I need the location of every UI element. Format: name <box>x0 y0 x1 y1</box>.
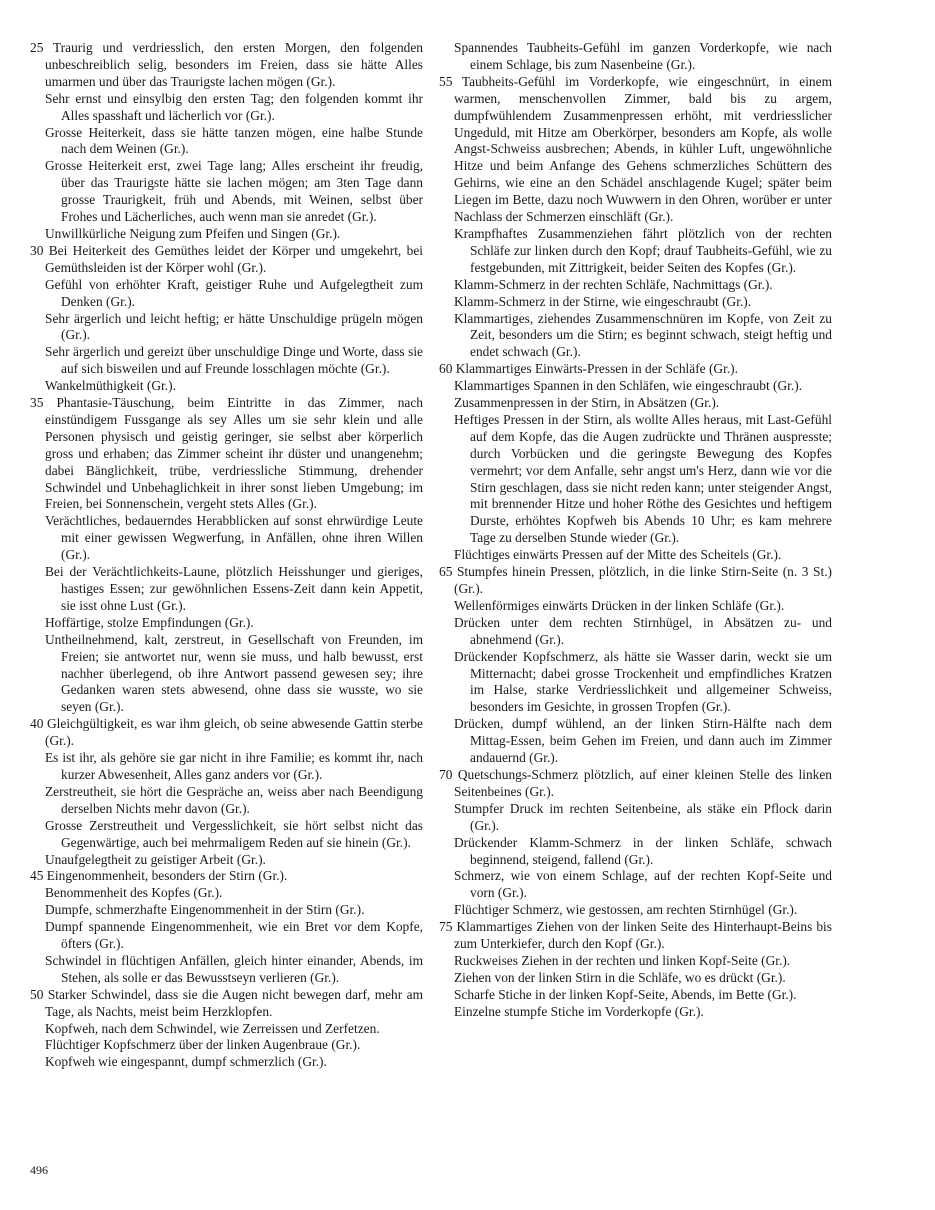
symptom-entry: Kopfweh, nach dem Schwindel, wie Zerreissen und Zerfetzen. <box>45 1020 380 1036</box>
symptom-entry: Grosse Heiterkeit, dass sie hätte tanzen mögen, eine halbe Stunde nach dem Weinen (Gr.). <box>45 124 423 157</box>
symptom-entry: Stumpfer Druck im rechten Seitenbeine, als stäke ein Pflock darin (Gr.). <box>454 800 832 833</box>
symptom-entry: Bei der Verächtlichkeits-Laune, plötzlich Heisshunger und gieriges, hastiges Essen; zur gewöhnlichen Essens-Zeit dann kein Appetit, sie isst ohne Lust (Gr.). <box>45 564 423 613</box>
symptom-entry: 65 Stumpfes hinein Pressen, plötzlich, in die linke Stirn-Seite (n. 3 St.) (Gr.). <box>439 564 832 596</box>
symptom-entry: Es ist ihr, als gehöre sie gar nicht in ihre Familie; es kommt ihr, nach kurzer Abwesenheit, Alles ganz anders vor (Gr.). <box>45 750 423 782</box>
symptom-entry: Flüchtiger Kopfschmerz über der linken Augenbraue (Gr.). <box>45 1037 361 1053</box>
symptom-entry: Drücken unter dem rechten Stirnhügel, in Absätzen zu- und abnehmend (Gr.). <box>454 614 832 647</box>
symptom-entry: Ruckweises Ziehen in der rechten und linken Kopf-Seite (Gr.). <box>454 952 791 968</box>
symptom-entry: Grosse Zerstreutheit und Vergesslichkeit, sie hört selbst nicht das Gegenwärtige, auch bei mehrmaligem Reden auf sie hinein (Gr.). <box>45 817 423 850</box>
symptom-entry: Drückender Kopfschmerz, als hätte sie Wasser darin, weckt sie um Mitternacht; dabei grosse Trockenheit und empfindliches Kratzen im Halse, starke Verdriesslichkeit und allgemeiner Schweiss, besonders im Gesichte, in grossen Tropfen (Gr.). <box>454 648 832 715</box>
symptom-entry: Benommenheit des Kopfes (Gr.). <box>45 885 223 901</box>
symptom-entry: Dumpf spannende Eingenommenheit, wie ein Bret vor dem Kopfe, öfters (Gr.). <box>45 919 423 952</box>
symptom-entry: Zusammenpressen in der Stirn, in Absätzen (Gr.). <box>454 395 720 411</box>
symptom-entry: Wankelmüthigkeit (Gr.). <box>45 378 176 394</box>
symptom-entry: 60 Klammartiges Einwärts-Pressen in der Schläfe (Gr.). <box>439 361 738 377</box>
left-column <box>30 40 423 1071</box>
symptom-entry: Schwindel in flüchtigen Anfällen, gleich hinter einander, Abends, im Stehen, als solle er das Bewusstseyn verlieren (Gr.). <box>45 952 423 985</box>
symptom-entry: Klamm-Schmerz in der Stirne, wie eingeschraubt (Gr.). <box>454 293 752 309</box>
symptom-entry: Verächtliches, bedauerndes Herabblicken auf sonst ehrwürdige Leute mit einer gewissen Wegwerfung, in Anfällen, ohne ihren Willen (Gr.). <box>45 513 423 563</box>
symptom-entry: Heftiges Pressen in der Stirn, als wollte Alles heraus, mit Last-Gefühl auf dem Kopfe, das die Augen zudrückte und Thränen auspresste; durch Vorbücken und die geringste Bewegung des Kopfes vermehrt; vor dem Anfalle, sehr angst um's Herz, dann wie vor die Stirn geschlagen, dass sie nicht reden kann; unter steigender Angst, mit brennender Hitze und hoher Röthe des Gesichtes und heftigem Durste, erhöhtes Kopfweh bis Abends 10 Uhr; es kam mehrere Tage zu derselben Stunde wieder (Gr.). <box>454 411 832 546</box>
symptom-entry: Dumpfe, schmerzhafte Eingenommenheit in der Stirn (Gr.). <box>45 902 365 918</box>
symptom-entry: Sehr ernst und einsylbig den ersten Tag; den folgenden kommt ihr Alles spasshaft und lächerlich vor (Gr.). <box>45 90 423 123</box>
symptom-entry: Drückender Klamm-Schmerz in der linken Schläfe, schwach beginnend, steigend, fallend (Gr.). <box>454 834 832 867</box>
symptom-entry: 30 Bei Heiterkeit des Gemüthes leidet der Körper und umgekehrt, bei Gemüthsleiden ist der Körper wohl (Gr.). <box>30 242 423 275</box>
symptom-entry: Wellenförmiges einwärts Drücken in der linken Schläfe (Gr.). <box>454 597 785 613</box>
symptom-entry: 25 Traurig und verdriesslich, den ersten Morgen, den folgenden unbeschreiblich selig, besonders im Freien, dass sie hätte Alles umarmen und über das Traurigste lachen mögen (Gr.). <box>30 40 423 89</box>
symptom-entry: Flüchtiges einwärts Pressen auf der Mitte des Scheitels (Gr.). <box>454 547 782 563</box>
symptom-entry: Scharfe Stiche in der linken Kopf-Seite, Abends, im Bette (Gr.). <box>454 986 797 1002</box>
symptom-entry: Krampfhaftes Zusammenziehen fährt plötzlich von der rechten Schläfe zur linken durch den Kopf; drauf Taubheits-Gefühl, wie zu festgebunden, mit Zittrigkeit, beider Seiten des Kopfes (Gr.). <box>454 225 832 275</box>
symptom-entry: Untheilnehmend, kalt, zerstreut, in Gesellschaft von Freunden, im Freien; sie antwortet nur, wenn sie muss, und halb bewusst, erst nachher überlegend, ob ihre Antwort passend gewesen sey; ihre Gedanken waren stets abwesend, ohne dass sie wusste, wo sie seyen (Gr.). <box>45 631 423 715</box>
symptom-entry: Schmerz, wie von einem Schlage, auf der rechten Kopf-Seite und vorn (Gr.). <box>454 868 832 901</box>
symptom-entry: Flüchtiger Schmerz, wie gestossen, am rechten Stirnhügel (Gr.). <box>454 902 798 918</box>
symptom-entry: Gefühl von erhöhter Kraft, geistiger Ruhe und Aufgelegtheit zum Denken (Gr.). <box>45 276 423 309</box>
symptom-entry: Hoffärtige, stolze Empfindungen (Gr.). <box>45 614 254 630</box>
symptom-entry: Spannendes Taubheits-Gefühl im ganzen Vorderkopfe, wie nach einem Schlage, bis zum Nasenbeine (Gr.). <box>454 40 832 72</box>
symptom-entry: Unaufgelegtheit zu geistiger Arbeit (Gr.). <box>45 851 266 867</box>
symptom-entry: Sehr ärgerlich und leicht heftig; er hätte Unschuldige prügeln mögen (Gr.). <box>45 310 423 343</box>
symptom-entry: 45 Eingenommenheit, besonders der Stirn (Gr.). <box>30 868 288 884</box>
symptom-entry: Grosse Heiterkeit erst, zwei Tage lang; Alles erscheint ihr freudig, über das Traurigste hätte sie lachen mögen; am 3ten Tage dann grosse Traurigkeit, früh und Abends, mit Weinen, selbst über Frohes und Lächerliches, auch wenn man sie anredet (Gr.). <box>45 158 423 225</box>
symptom-entry: 70 Quetschungs-Schmerz plötzlich, auf einer kleinen Stelle des linken Seitenbeines (Gr.). <box>439 766 832 799</box>
symptom-entry: Unwillkürliche Neigung zum Pfeifen und Singen (Gr.). <box>45 225 341 241</box>
right-column <box>439 40 832 1021</box>
symptom-entry: Kopfweh wie eingespannt, dumpf schmerzlich (Gr.). <box>45 1054 327 1070</box>
page-number: 496 <box>30 1163 48 1177</box>
symptom-entry: Drücken, dumpf wühlend, an der linken Stirn-Hälfte nach dem Mittag-Essen, beim Gehen im Freien, und dann auch im Zimmer andauernd (Gr.). <box>454 716 832 766</box>
symptom-entry: Klammartiges Spannen in den Schläfen, wie eingeschraubt (Gr.). <box>454 378 803 394</box>
symptom-entry: 50 Starker Schwindel, dass sie die Augen nicht bewegen darf, mehr am Tage, als Nachts, meist beim Herzklopfen. <box>30 986 423 1019</box>
symptom-entry: 40 Gleichgültigkeit, es war ihm gleich, ob seine abwesende Gattin sterbe (Gr.). <box>30 716 423 749</box>
symptom-entry: Klamm-Schmerz in der rechten Schläfe, Nachmittags (Gr.). <box>454 276 773 292</box>
symptom-entry: Ziehen von der linken Stirn in die Schläfe, wo es drückt (Gr.). <box>454 969 786 985</box>
symptom-entry: Klammartiges, ziehendes Zusammenschnüren im Kopfe, von Zeit zu Zeit, besonders um die Stirn; es beginnt schwach, steigt heftig und endet schwach (Gr.). <box>454 310 832 360</box>
symptom-entry: 35 Phantasie-Täuschung, beim Eintritte in das Zimmer, nach einstündigem Fussgange als sey Alles um sie sehr klein und alle Personen physisch und geistig geringer, sie selbst aber körperlich gross und erhaben; das Zimmer scheint ihr düster und unangenehm; dabei Bänglichkeit, trübe, verdriessliche Stimmung, drehender Schwindel und Unbehaglichkeit in ihrer sonst lieben Umgebung; im Freien, bei Sonnenschein, vergeht stets Alles (Gr.). <box>30 395 423 512</box>
symptom-entry: Sehr ärgerlich und gereizt über unschuldige Dinge und Worte, dass sie auf sich bisweilen und auf Freunde losschlagen möchte (Gr.). <box>45 344 423 377</box>
symptom-entry: 55 Taubheits-Gefühl im Vorderkopfe, wie eingeschnürt, in einem warmen, menschenvollen Zimmer, bald bis zu argem, dumpfwühlendem Zusammenpressen erhöht, mit verdriesslicher Ungeduld, mit Hitze am Oberkörper, besonders am Kopfe, als wolle Angst-Schweiss ausbrechen; Abends, in kühler Luft, ungewöhnliche Hitze und beim Anfange des Gehens schmerzliches Schüttern des Gehirns, wie eine an den Schädel anschlagende Kugel; später beim Liegen im Bette, dazu noch Wuwwern in den Ohren, worüber er unter Nachlass der Schmerzen einschläft (Gr.). <box>439 73 832 225</box>
symptom-entry: Einzelne stumpfe Stiche im Vorderkopfe (Gr.). <box>454 1003 704 1019</box>
symptom-entry: 75 Klammartiges Ziehen von der linken Seite des Hinterhaupt-Beins bis zum Unterkiefer, durch den Kopf (Gr.). <box>439 919 832 952</box>
symptom-entry: Zerstreutheit, sie hört die Gespräche an, weiss aber nach Beendigung derselben Nichts mehr davon (Gr.). <box>45 783 423 816</box>
